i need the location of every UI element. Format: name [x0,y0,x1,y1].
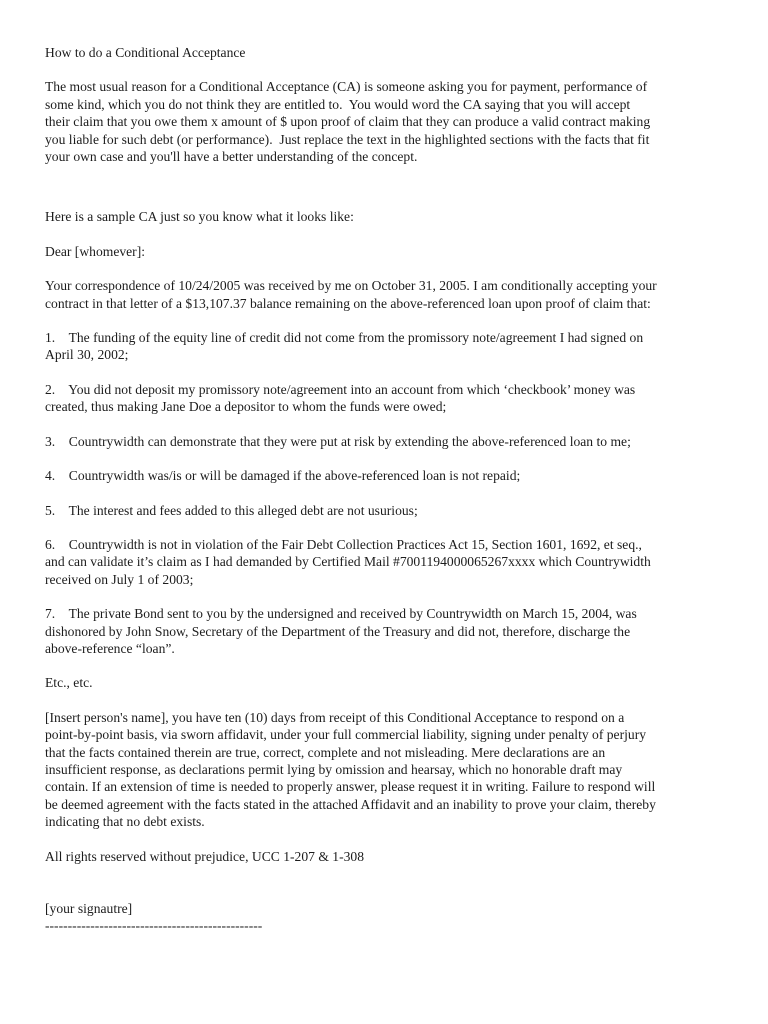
claim-item-2 [45,381,735,416]
claim-item-1 [45,329,735,364]
intro-line: The most usual reason for a Conditional Acceptance (CA) is someone asking you for payment, performance of [45,79,648,95]
claim-item-number: 7. [45,606,56,622]
claim-item-number: 6. [45,536,56,552]
intro-paragraph [45,78,735,165]
claim-item-5 [45,502,735,519]
deadline-line: contain. If an extension of time is needed to properly answer, please request it in writing. Failure to respond will [45,779,656,795]
claim-item-7 [45,605,735,657]
etc-line: Etc., etc. [45,675,93,691]
signature-placeholder: [your signautre] [45,901,133,916]
claim-item-text: The interest and fees added to this alleged debt are not usurious; [68,502,418,518]
claim-item-text: Countrywidth was/is or will be damaged if the above-referenced loan is not repaid; [68,468,521,484]
deadline-line: insufficient response, as declarations permit lying by omission and hearsay, which no honorable draft may [45,761,623,777]
claim-item-text: You did not deposit my promissory note/agreement into an account from which ‘checkbook’ money was [68,381,636,397]
document-page [45,44,735,935]
deadline-line: be deemed agreement with the facts stated in the attached Affidavit and an inability to prove your claim, thereby [45,796,656,812]
intro-line: their claim that you owe them x amount of $ upon proof of claim that they can produce a valid contract making [45,114,651,130]
claim-item-line: above-reference “loan”. [45,640,175,656]
claim-item-line [45,433,735,450]
document-title: How to do a Conditional Acceptance [45,45,246,60]
claim-item-line: received on July 1 of 2003; [45,571,194,587]
claim-item-number: 4. [45,468,56,484]
salutation: Dear [whomever]: [45,243,146,259]
deadline-line: that the facts contained therein are true, correct, complete and not misleading. Mere declarations are an [45,744,606,760]
claim-item-line [45,381,735,398]
claim-item-text: The private Bond sent to you by the undersigned and received by Countrywidth on March 15, 2004, was [68,606,637,622]
intro-line: you liable for such debt (or performance). Just replace the text in the highlighted sections with the facts that fit [45,131,650,147]
deadline-line: [Insert person's name], you have ten (10) days from receipt of this Conditional Acceptance to respond on a [45,709,625,725]
claim-item-number: 1. [45,330,56,346]
claim-item-line [45,467,735,484]
claim-item-line [45,502,735,519]
sample-intro: Here is a sample CA just so you know what it looks like: [45,209,354,225]
rights-reserved-line: All rights reserved without prejudice, UCC 1-207 & 1-308 [45,848,365,864]
claim-item-number: 2. [45,381,56,397]
intro-line: some kind, which you do not think they are entitled to. You would word the CA saying that you will accept [45,96,631,112]
intro-line: your own case and you'll have a better understanding of the concept. [45,149,418,165]
claim-item-line: created, thus making Jane Doe a depositor to whom the funds were owed; [45,399,447,415]
signature-rule: ------------------------------------------------ [45,918,263,934]
claim-item-text: The funding of the equity line of credit did not come from the promissory note/agreement I had signed on [68,330,644,346]
claim-item-6 [45,536,735,588]
correspondence-paragraph [45,277,735,312]
claim-item-number: 3. [45,433,56,449]
claim-item-text: Countrywidth is not in violation of the Fair Debt Collection Practices Act 15, Section 1601, 1692, et seq., [68,536,642,552]
deadline-line: indicating that no debt exists. [45,814,205,830]
deadline-paragraph [45,709,735,831]
correspondence-line: Your correspondence of 10/24/2005 was received by me on October 31, 2005. I am conditionally accepting your [45,278,657,294]
claim-item-line [45,329,735,346]
claim-item-text: Countrywidth can demonstrate that they were put at risk by extending the above-referenced loan to me; [68,433,631,449]
claim-item-line: April 30, 2002; [45,347,129,363]
correspondence-line: contract in that letter of a $13,107.37 balance remaining on the above-referenced loan upon proof of claim that: [45,295,651,311]
claim-item-4 [45,467,735,484]
claim-item-line [45,605,735,622]
claim-item-line: and can validate it’s claim as I had demanded by Certified Mail #7001194000065267xxxx which Countrywidth [45,554,651,570]
deadline-line: point-by-point basis, via sworn affidavit, under your full commercial liability, signing under penalty of perjury [45,727,647,743]
claim-item-3 [45,433,735,450]
claim-item-line [45,536,735,553]
claim-item-number: 5. [45,502,56,518]
claim-item-line: dishonored by John Snow, Secretary of the Department of the Treasury and did not, therefore, discharge the [45,623,631,639]
